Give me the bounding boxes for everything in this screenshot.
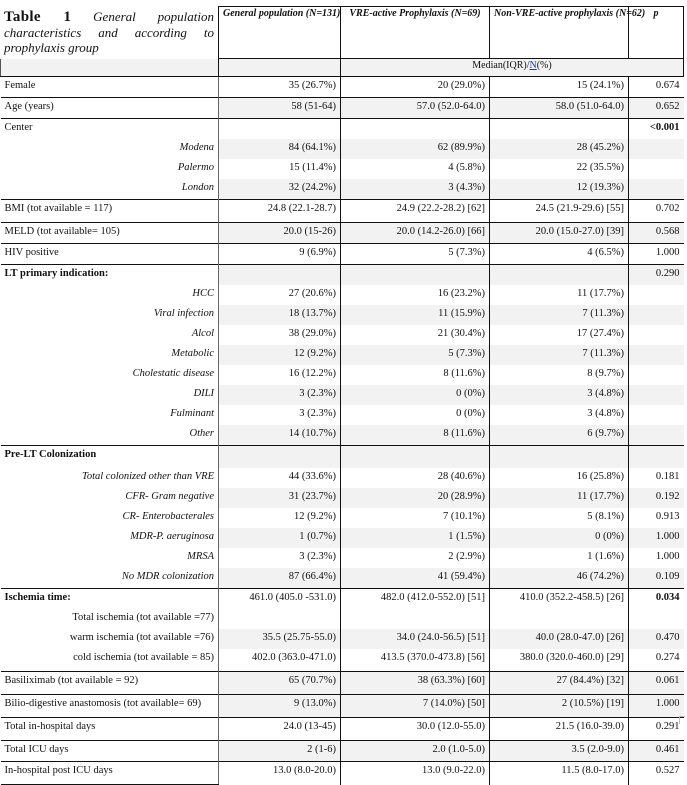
vre-active-value: 62 (89.9%) (341, 139, 490, 159)
general-population-value: 9 (6.9%) (219, 244, 341, 265)
non-vre-active-value: 410.0 (352.2-458.5) [26] (490, 589, 629, 610)
vre-active-value: 2 (2.9%) (341, 548, 490, 568)
non-vre-active-value: 58.0 (51.0-64.0) (490, 98, 629, 119)
row-label: Pre-LT Colonization (1, 446, 219, 469)
general-population-value: 84 (64.1%) (219, 139, 341, 159)
row-label: LT primary indication: (1, 265, 219, 286)
general-population-value (219, 119, 341, 140)
row-label: CR- Enterobacterales (122, 511, 214, 522)
row-label: warm ischemia (tot available =76) (69, 632, 214, 643)
table-label: Table 1 (4, 9, 72, 25)
table-row (1, 119, 684, 140)
header-p-value: p (629, 7, 684, 59)
row-label: MDR-P. aeruginosa (130, 531, 214, 542)
table-row (1, 695, 684, 718)
general-population-value: 2 (1-6) (219, 741, 341, 762)
row-label: Viral infection (153, 308, 214, 319)
non-vre-active-value: 1 (1.6%) (490, 548, 629, 568)
non-vre-active-value: 380.0 (320.0-460.0) [29] (490, 649, 629, 672)
general-population-value: 20.0 (15-26) (219, 223, 341, 244)
row-label: Metabolic (171, 348, 214, 359)
general-population-value: 24.0 (13-45) (219, 718, 341, 741)
vre-active-value: 28 (40.6%) (341, 468, 490, 488)
general-population-value: 87 (66.4%) (219, 568, 341, 589)
p-value: 1.000 (629, 528, 684, 548)
p-value (629, 365, 684, 385)
subheader-suffix: (%) (536, 60, 552, 71)
row-label: In-hospital post ICU days (1, 762, 219, 785)
table-row (1, 159, 684, 179)
non-vre-active-value: 16 (25.8%) (490, 468, 629, 488)
p-value (629, 139, 684, 159)
non-vre-active-value: 7 (11.3%) (490, 305, 629, 325)
subheader-units (341, 59, 684, 77)
table-row (1, 609, 684, 629)
general-population-value (219, 609, 341, 629)
row-label: Other (189, 428, 214, 439)
non-vre-active-value: 15 (24.1%) (490, 77, 629, 98)
vre-active-value: 7 (14.0%) [50] (341, 695, 490, 718)
table-row (1, 385, 684, 405)
non-vre-active-value (490, 446, 629, 469)
vre-active-value: 24.9 (22.2-28.2) [62] (341, 200, 490, 223)
table-row (1, 345, 684, 365)
p-value: 0.192 (629, 488, 684, 508)
table-row (1, 305, 684, 325)
general-population-value: 16 (12.2%) (219, 365, 341, 385)
non-vre-active-value: 12 (19.3%) (490, 179, 629, 200)
general-population-value: 461.0 (405.0 -531.0) (219, 589, 341, 610)
row-label: Ischemia time: (1, 589, 219, 610)
p-value: 0.274 (629, 649, 684, 672)
row-label: BMI (tot available = 117) (1, 200, 219, 223)
row-label: Center (1, 119, 219, 140)
non-vre-active-value: 3 (4.8%) (490, 385, 629, 405)
vre-active-value: 57.0 (52.0-64.0) (341, 98, 490, 119)
row-label: Basiliximab (tot available = 92) (1, 672, 219, 695)
table-row (1, 365, 684, 385)
population-table (0, 6, 684, 785)
header-blank (1, 7, 219, 59)
p-value (629, 325, 684, 345)
vre-active-value: 0 (0%) (341, 385, 490, 405)
general-population-value: 27 (20.6%) (219, 285, 341, 305)
p-value: 0.470 (629, 629, 684, 649)
vre-active-value: 38 (63.3%) [60] (341, 672, 490, 695)
non-vre-active-value: 27 (84.4%) [32] (490, 672, 629, 695)
non-vre-active-value: 2 (10.5%) [19] (490, 695, 629, 718)
vre-active-value: 20 (29.0%) (341, 77, 490, 98)
table-row (1, 223, 684, 244)
subheader-row (1, 59, 684, 77)
non-vre-active-value: 24.5 (21.9-29.6) [55] (490, 200, 629, 223)
non-vre-active-value: 3.5 (2.0-9.0) (490, 741, 629, 762)
vre-active-value (341, 609, 490, 629)
table-row (1, 672, 684, 695)
non-vre-active-value: 46 (74.2%) (490, 568, 629, 589)
vre-active-value: 5 (7.3%) (341, 345, 490, 365)
p-value: <0.001 (629, 119, 684, 140)
non-vre-active-value (490, 609, 629, 629)
general-population-value: 31 (23.7%) (219, 488, 341, 508)
table-title: General population characteristics and according to prophylaxis group (4, 9, 214, 55)
general-population-value: 65 (70.7%) (219, 672, 341, 695)
p-value (629, 345, 684, 365)
row-label: MELD (tot available= 105) (1, 223, 219, 244)
row-label: Modena (179, 142, 214, 153)
table-row (1, 200, 684, 223)
general-population-value: 3 (2.3%) (219, 548, 341, 568)
non-vre-active-value: 28 (45.2%) (490, 139, 629, 159)
vre-active-value: 1 (1.5%) (341, 528, 490, 548)
general-population-value: 38 (29.0%) (219, 325, 341, 345)
general-population-value: 58 (51-64) (219, 98, 341, 119)
vre-active-value: 13.0 (9.0-22.0) (341, 762, 490, 785)
general-population-value: 9 (13.0%) (219, 695, 341, 718)
subheader-link[interactable]: N (529, 60, 537, 71)
p-value (629, 285, 684, 305)
header-row (1, 7, 684, 59)
non-vre-active-value (490, 119, 629, 140)
table-row (1, 589, 684, 610)
general-population-value: 13.0 (8.0-20.0) (219, 762, 341, 785)
general-population-value: 3 (2.3%) (219, 405, 341, 425)
non-vre-active-value: 11.5 (8.0-17.0) (490, 762, 629, 785)
table-row (1, 425, 684, 446)
non-vre-active-value: 40.0 (28.0-47.0) [26] (490, 629, 629, 649)
p-value (629, 385, 684, 405)
row-label: Total ICU days (1, 741, 219, 762)
table-row (1, 179, 684, 200)
vre-active-value (341, 446, 490, 469)
row-label: Alcol (191, 328, 214, 339)
general-population-value: 35 (26.7%) (219, 77, 341, 98)
general-population-value: 402.0 (363.0-471.0) (219, 649, 341, 672)
p-value: 0.568 (629, 223, 684, 244)
vre-active-value: 482.0 (412.0-552.0) [51] (341, 589, 490, 610)
row-label: MRSA (187, 551, 214, 562)
p-value: 0.674 (629, 77, 684, 98)
subheader-prefix: Median(IQR)/ (472, 60, 530, 71)
table-row (1, 325, 684, 345)
general-population-value: 24.8 (22.1-28.7) (219, 200, 341, 223)
table-row (1, 265, 684, 286)
header-non-vre-active: Non-VRE-active prophylaxis (N=62) (490, 7, 629, 59)
row-label: Female (1, 77, 219, 98)
non-vre-active-value: 7 (11.3%) (490, 345, 629, 365)
non-vre-active-value: 11 (17.7%) (490, 285, 629, 305)
table-row (1, 98, 684, 119)
general-population-value: 12 (9.2%) (219, 508, 341, 528)
table-row (1, 446, 684, 469)
p-value: 0.291 (629, 718, 684, 741)
p-value: 0.461 (629, 741, 684, 762)
p-value (629, 159, 684, 179)
general-population-value: 12 (9.2%) (219, 345, 341, 365)
non-vre-active-value: 4 (6.5%) (490, 244, 629, 265)
vre-active-value: 21 (30.4%) (341, 325, 490, 345)
row-label: cold ischemia (tot available = 85) (73, 652, 214, 663)
general-population-value (219, 265, 341, 286)
table-row (1, 568, 684, 589)
vre-active-value (341, 265, 490, 286)
vre-active-value: 11 (15.9%) (341, 305, 490, 325)
table-row (1, 244, 684, 265)
non-vre-active-value: 6 (9.7%) (490, 425, 629, 446)
non-vre-active-value: 21.5 (16.0-39.0) (490, 718, 629, 741)
p-value: 0.913 (629, 508, 684, 528)
general-population-value: 44 (33.6%) (219, 468, 341, 488)
p-value: 0.527 (629, 762, 684, 785)
p-value: 0.034 (629, 589, 684, 610)
general-population-value: 1 (0.7%) (219, 528, 341, 548)
p-value: 0.109 (629, 568, 684, 589)
vre-active-value: 20 (28.9%) (341, 488, 490, 508)
general-population-value (219, 446, 341, 469)
row-label: DILI (193, 388, 214, 399)
vre-active-value: 3 (4.3%) (341, 179, 490, 200)
row-label: Total ischemia (tot available =77) (72, 612, 214, 623)
p-value (629, 609, 684, 629)
non-vre-active-value: 8 (9.7%) (490, 365, 629, 385)
table-row (1, 741, 684, 762)
table-row (1, 285, 684, 305)
table-body (1, 77, 684, 785)
subheader-blank-general (219, 59, 341, 77)
p-value: 0.652 (629, 98, 684, 119)
table-row (1, 528, 684, 548)
table-row (1, 139, 684, 159)
row-label: HIV positive (1, 244, 219, 265)
row-label: Cholestatic disease (132, 368, 214, 379)
vre-active-value: 0 (0%) (341, 405, 490, 425)
p-value (629, 446, 684, 469)
vre-active-value: 41 (59.4%) (341, 568, 490, 589)
non-vre-active-value: 20.0 (15.0-27.0) [39] (490, 223, 629, 244)
p-value: 1.000 (629, 548, 684, 568)
non-vre-active-value: 11 (17.7%) (490, 488, 629, 508)
general-population-value: 14 (10.7%) (219, 425, 341, 446)
row-label: CFR- Gram negative (125, 491, 214, 502)
row-label: No MDR colonization (121, 571, 214, 582)
non-vre-active-value: 5 (8.1%) (490, 508, 629, 528)
p-value: 0.290 (629, 265, 684, 286)
table-row (1, 548, 684, 568)
p-value (629, 179, 684, 200)
p-value (629, 305, 684, 325)
general-population-value: 32 (24.2%) (219, 179, 341, 200)
vre-active-value: 5 (7.3%) (341, 244, 490, 265)
non-vre-active-value: 3 (4.8%) (490, 405, 629, 425)
table-row (1, 762, 684, 785)
row-label: Bilio-digestive anastomosis (tot available= 69) (1, 695, 219, 718)
general-population-value: 3 (2.3%) (219, 385, 341, 405)
table-row (1, 77, 684, 98)
table-row (1, 629, 684, 649)
p-value (629, 425, 684, 446)
general-population-value: 35.5 (25.75-55.0) (219, 629, 341, 649)
vre-active-value: 8 (11.6%) (341, 425, 490, 446)
p-value: 0.181 (629, 468, 684, 488)
subheader-blank (1, 59, 219, 77)
p-value: 1.000 (629, 695, 684, 718)
p-value: 0.061 (629, 672, 684, 695)
vre-active-value (341, 119, 490, 140)
vre-active-value: 20.0 (14.2-26.0) [66] (341, 223, 490, 244)
row-label: Palermo (177, 162, 214, 173)
row-label: Age (years) (1, 98, 219, 119)
table-row (1, 488, 684, 508)
header-vre-active: VRE-active Prophylaxis (N=69) (341, 7, 490, 59)
vre-active-value: 16 (23.2%) (341, 285, 490, 305)
vre-active-value: 4 (5.8%) (341, 159, 490, 179)
table-row (1, 649, 684, 672)
vre-active-value: 2.0 (1.0-5.0) (341, 741, 490, 762)
header-general-population: General population (N=131) (219, 7, 341, 59)
table-row (1, 508, 684, 528)
p-value: 0.702 (629, 200, 684, 223)
p-value (629, 405, 684, 425)
p-value: 1.000 (629, 244, 684, 265)
non-vre-active-value: 17 (27.4%) (490, 325, 629, 345)
table-row (1, 718, 684, 741)
non-vre-active-value: 0 (0%) (490, 528, 629, 548)
row-label: London (181, 182, 214, 193)
vre-active-value: 413.5 (370.0-473.8) [56] (341, 649, 490, 672)
page-corner-mark (679, 716, 685, 724)
row-label: Fulminant (170, 408, 214, 419)
row-label: HCC (192, 288, 214, 299)
table-row (1, 468, 684, 488)
general-population-value: 15 (11.4%) (219, 159, 341, 179)
non-vre-active-value (490, 265, 629, 286)
non-vre-active-value: 22 (35.5%) (490, 159, 629, 179)
row-label: Total colonized other than VRE (81, 471, 214, 482)
vre-active-value: 7 (10.1%) (341, 508, 490, 528)
vre-active-value: 8 (11.6%) (341, 365, 490, 385)
row-label: Total in-hospital days (1, 718, 219, 741)
vre-active-value: 34.0 (24.0-56.5) [51] (341, 629, 490, 649)
table-row (1, 405, 684, 425)
vre-active-value: 30.0 (12.0-55.0) (341, 718, 490, 741)
general-population-value: 18 (13.7%) (219, 305, 341, 325)
